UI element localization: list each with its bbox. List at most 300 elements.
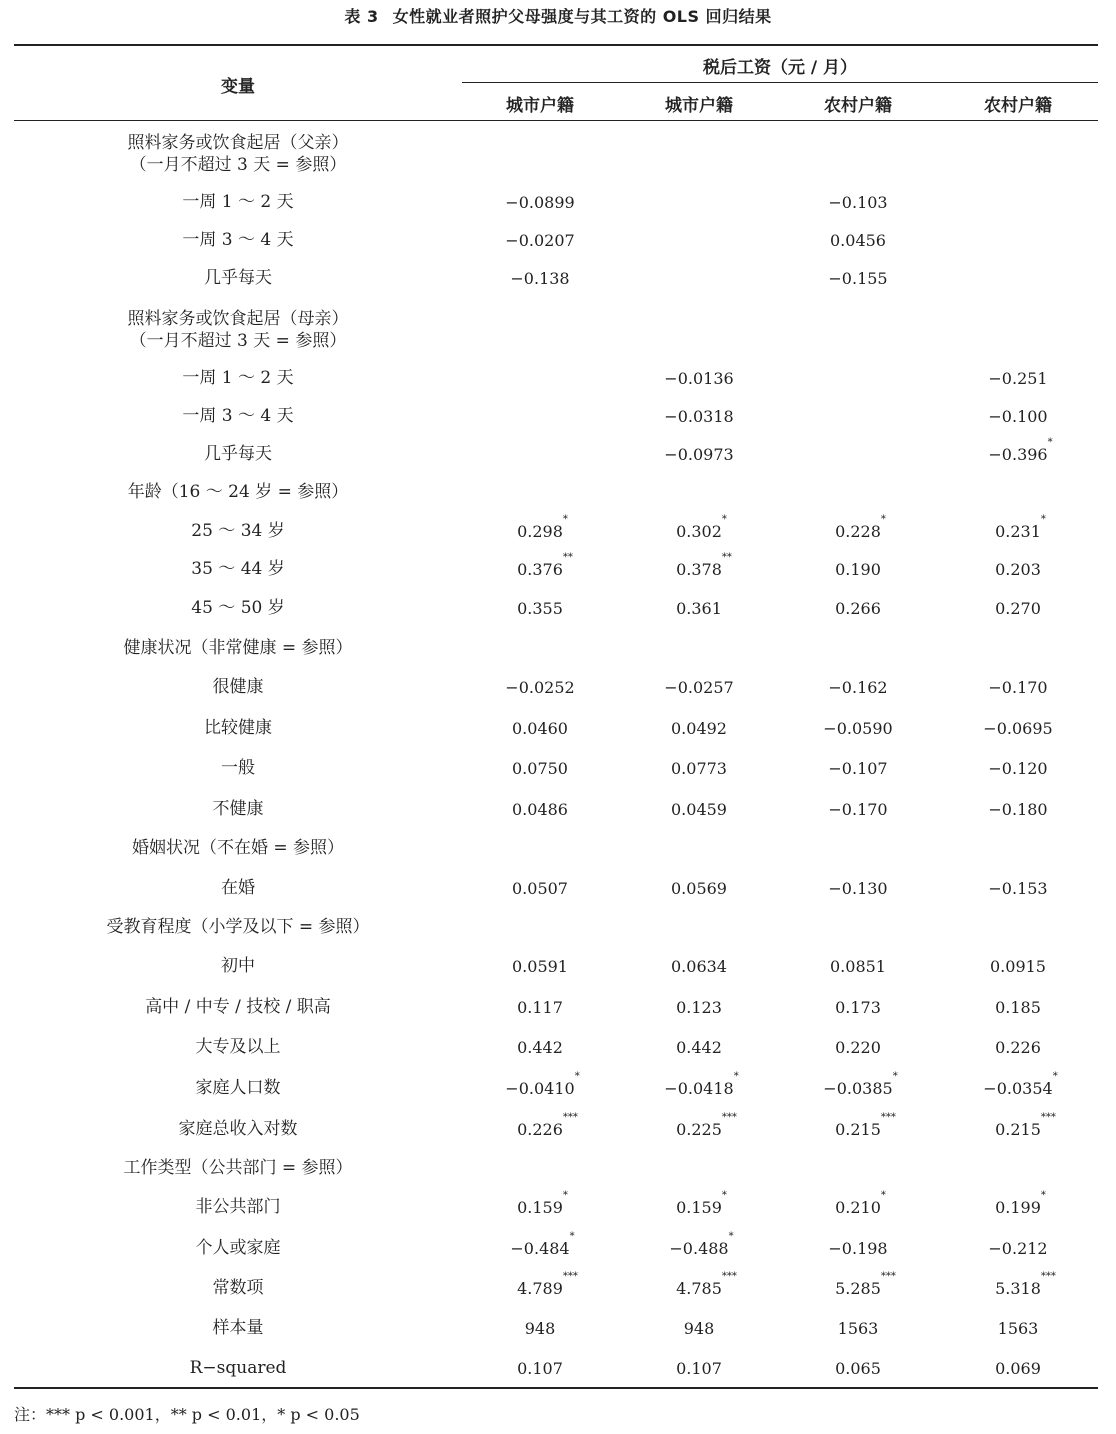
coefficient-cell xyxy=(619,667,779,707)
coefficient-value xyxy=(671,879,727,898)
coefficient-cell xyxy=(460,358,620,398)
coefficient-value xyxy=(664,407,733,426)
coefficient-cell xyxy=(460,987,620,1027)
coefficient-value xyxy=(676,1111,737,1139)
significance-stars: * xyxy=(1052,1070,1058,1082)
coefficient-cell xyxy=(460,708,620,748)
table-row xyxy=(0,511,1116,551)
coefficient-value xyxy=(823,719,892,738)
coefficient-cell xyxy=(938,549,1098,589)
coefficient-cell xyxy=(619,434,779,474)
coefficient-number: 0.220 xyxy=(835,1037,881,1057)
coefficient-cell xyxy=(460,868,620,908)
coefficient-value xyxy=(828,800,887,819)
coefficient-value xyxy=(676,599,722,618)
coefficient-value xyxy=(998,1319,1039,1338)
variable-label-cell xyxy=(140,1268,336,1308)
coefficient-value xyxy=(823,1070,898,1098)
table-row xyxy=(0,789,1116,829)
table-row xyxy=(0,628,1116,668)
coefficient-cell xyxy=(619,1109,779,1149)
significance-stars: * xyxy=(721,513,727,525)
variable-label-cell xyxy=(140,868,336,908)
coefficient-value xyxy=(512,957,568,976)
coefficient-number: −0.0318 xyxy=(664,406,734,426)
variable-label-cell xyxy=(140,667,336,707)
variable-label: 一周 1 ～ 2 天 xyxy=(182,368,294,388)
variable-label: 不健康 xyxy=(212,799,264,819)
table-row xyxy=(0,708,1116,748)
coefficient-cell xyxy=(778,1268,938,1308)
variable-label: 家庭人口数 xyxy=(195,1078,281,1098)
coefficient-value xyxy=(671,800,727,819)
coefficient-number: −0.155 xyxy=(828,268,888,288)
coefficient-number: 5.318 xyxy=(995,1278,1041,1298)
coefficient-number: −0.180 xyxy=(988,799,1048,819)
coefficient-value xyxy=(505,193,574,212)
coefficient-value xyxy=(995,1189,1046,1217)
coefficient-cell xyxy=(619,1228,779,1268)
coefficient-cell xyxy=(938,748,1098,788)
table-row xyxy=(0,306,1116,354)
coefficient-value xyxy=(988,678,1047,697)
coefficient-cell xyxy=(778,396,938,436)
coefficient-value xyxy=(671,719,727,738)
coefficient-number: 0.0456 xyxy=(830,230,886,250)
variable-label: 比较健康 xyxy=(204,718,272,738)
coefficient-value xyxy=(828,193,887,212)
coefficient-cell xyxy=(778,220,938,260)
coefficient-value xyxy=(517,1270,578,1298)
significance-stars: * xyxy=(733,1070,739,1082)
coefficient-cell xyxy=(460,549,620,589)
coefficient-cell xyxy=(460,1348,620,1388)
coefficient-value xyxy=(517,1359,563,1378)
table-row xyxy=(0,1068,1116,1108)
coefficient-cell xyxy=(619,396,779,436)
coefficient-value xyxy=(988,879,1047,898)
coefficient-value xyxy=(512,800,568,819)
coefficient-number: 0.203 xyxy=(995,559,1041,579)
table-row xyxy=(0,549,1116,589)
variable-label: 初中 xyxy=(221,956,255,976)
coefficient-value xyxy=(505,231,574,250)
coefficient-value xyxy=(512,759,568,778)
coefficient-number: 0.173 xyxy=(835,997,881,1017)
coefficient-value xyxy=(995,1111,1056,1139)
coefficient-value xyxy=(664,678,733,697)
coefficient-cell xyxy=(938,946,1098,986)
coefficient-cell xyxy=(778,588,938,628)
coefficient-cell xyxy=(619,588,779,628)
coefficient-cell xyxy=(938,220,1098,260)
coefficient-cell xyxy=(460,182,620,222)
significance-stars: ** xyxy=(721,551,732,563)
coefficient-value xyxy=(835,599,881,618)
coefficient-value xyxy=(988,759,1047,778)
table-row xyxy=(0,987,1116,1027)
variable-label-cell xyxy=(140,1308,336,1348)
coefficient-value xyxy=(676,513,727,541)
coefficient-value xyxy=(676,998,722,1017)
variable-label: 25 ～ 34 岁 xyxy=(191,521,285,541)
coefficient-value xyxy=(676,551,732,579)
coefficient-value xyxy=(684,1319,715,1338)
coefficient-value xyxy=(517,551,573,579)
table-row xyxy=(0,396,1116,436)
table-row xyxy=(0,358,1116,398)
coefficient-number: 0.0750 xyxy=(512,758,568,778)
coefficient-cell xyxy=(778,868,938,908)
significance-stars: * xyxy=(1040,1189,1046,1201)
coefficient-number: −0.0590 xyxy=(823,718,893,738)
coefficient-cell xyxy=(778,434,938,474)
variable-label-cell xyxy=(140,434,336,474)
coefficient-value xyxy=(988,436,1053,464)
coefficient-value xyxy=(664,369,733,388)
variable-label-cell xyxy=(140,549,336,589)
variable-label: 几乎每天 xyxy=(204,268,272,288)
section-label-line: 照料家务或饮食起居（父亲） xyxy=(127,133,349,153)
coefficient-cell xyxy=(938,358,1098,398)
coefficient-cell xyxy=(460,258,620,298)
coefficient-value xyxy=(828,879,887,898)
coefficient-value xyxy=(995,560,1041,579)
coefficient-number: −0.170 xyxy=(988,677,1048,697)
table-row xyxy=(0,828,1116,868)
coefficient-number: 948 xyxy=(683,1318,715,1338)
significance-stars: * xyxy=(880,513,886,525)
column-header-2: 城市户籍 xyxy=(665,96,733,116)
coefficient-cell xyxy=(619,1068,779,1108)
coefficient-cell xyxy=(460,789,620,829)
coefficient-cell xyxy=(938,667,1098,707)
coefficient-value xyxy=(517,1038,563,1057)
coefficient-cell xyxy=(619,987,779,1027)
coefficient-number: −0.0207 xyxy=(505,230,575,250)
variable-label-cell xyxy=(140,1027,336,1067)
significance-stars: * xyxy=(721,1189,727,1201)
coefficient-value xyxy=(995,1270,1056,1298)
coefficient-value xyxy=(505,678,574,697)
coefficient-cell xyxy=(619,748,779,788)
coefficient-number: −0.162 xyxy=(828,677,888,697)
coefficient-cell xyxy=(938,868,1098,908)
coefficient-value xyxy=(988,407,1047,426)
table-row xyxy=(0,748,1116,788)
table-row xyxy=(0,588,1116,628)
section-label xyxy=(14,472,462,512)
significance-stars: *** xyxy=(1040,1270,1056,1282)
coefficient-value xyxy=(517,1189,568,1217)
coefficient-value xyxy=(664,1070,739,1098)
coefficient-number: 0.215 xyxy=(995,1119,1041,1139)
coefficient-cell xyxy=(619,946,779,986)
coefficient-value xyxy=(835,1111,896,1139)
variable-label: 个人或家庭 xyxy=(195,1238,281,1258)
variable-label: 一般 xyxy=(221,758,255,778)
coefficient-cell xyxy=(460,220,620,260)
coefficient-number: 0.215 xyxy=(835,1119,881,1139)
variable-column-header: 变量 xyxy=(221,77,255,97)
coefficient-number: 0.442 xyxy=(517,1037,563,1057)
coefficient-number: 0.190 xyxy=(835,559,881,579)
table-row xyxy=(0,472,1116,512)
coefficient-value xyxy=(835,1359,881,1378)
coefficient-cell xyxy=(778,1068,938,1108)
coefficient-cell xyxy=(460,1308,620,1348)
coefficient-number: 0.069 xyxy=(995,1358,1041,1378)
coefficient-value xyxy=(676,1270,737,1298)
significance-stars: ** xyxy=(562,551,573,563)
table-row xyxy=(0,220,1116,260)
section-label-line: 健康状况（非常健康 = 参照） xyxy=(123,638,353,658)
coefficient-value xyxy=(517,1111,578,1139)
variable-label: 一周 3 ～ 4 天 xyxy=(182,230,294,250)
coefficient-value xyxy=(995,513,1046,541)
variable-label: 在婚 xyxy=(221,878,255,898)
variable-label: 非公共部门 xyxy=(195,1197,281,1217)
coefficient-value xyxy=(517,998,563,1017)
variable-label-cell xyxy=(140,708,336,748)
variable-label: 35 ～ 44 岁 xyxy=(191,559,285,579)
coefficient-cell xyxy=(619,220,779,260)
column-header-4: 农村户籍 xyxy=(984,96,1052,116)
coefficient-number: 5.285 xyxy=(835,1278,881,1298)
variable-label: 常数项 xyxy=(212,1278,264,1298)
coefficient-cell xyxy=(619,789,779,829)
section-label xyxy=(14,306,462,354)
coefficient-number: 0.226 xyxy=(517,1119,563,1139)
variable-label: 家庭总收入对数 xyxy=(178,1119,298,1139)
variable-label-cell xyxy=(140,258,336,298)
coefficient-value xyxy=(671,957,727,976)
variable-label: 一周 1 ～ 2 天 xyxy=(182,192,294,212)
significance-stars: * xyxy=(1047,436,1053,448)
coefficient-cell xyxy=(778,1348,938,1388)
coefficient-cell xyxy=(460,1228,620,1268)
coefficient-cell xyxy=(778,708,938,748)
coefficient-number: 0.159 xyxy=(517,1197,563,1217)
coefficient-cell xyxy=(778,1187,938,1227)
coefficient-number: 948 xyxy=(524,1318,556,1338)
variable-label-cell xyxy=(140,1109,336,1149)
coefficient-number: −0.0354 xyxy=(983,1078,1053,1098)
table-row xyxy=(0,1308,1116,1348)
coefficient-number: 0.0460 xyxy=(512,718,568,738)
coefficient-number: 0.361 xyxy=(676,598,722,618)
coefficient-value xyxy=(676,1189,727,1217)
coefficient-cell xyxy=(938,182,1098,222)
coefficient-number: −0.0418 xyxy=(664,1078,734,1098)
table-row xyxy=(0,907,1116,947)
coefficient-cell xyxy=(778,987,938,1027)
coefficient-cell xyxy=(460,946,620,986)
section-label-line: 年龄（16 ～ 24 岁 = 参照） xyxy=(127,482,349,502)
coefficient-value xyxy=(835,1189,886,1217)
table-row xyxy=(0,868,1116,908)
significance-stars: *** xyxy=(562,1111,578,1123)
coefficient-cell xyxy=(460,511,620,551)
coefficient-number: 0.0634 xyxy=(671,956,727,976)
coefficient-value xyxy=(517,599,563,618)
coefficient-cell xyxy=(778,182,938,222)
coefficient-cell xyxy=(938,1027,1098,1067)
coefficient-cell xyxy=(619,358,779,398)
significance-stars: *** xyxy=(562,1270,578,1282)
variable-label-cell xyxy=(140,182,336,222)
coefficient-number: 0.199 xyxy=(995,1197,1041,1217)
coefficient-value xyxy=(838,1319,879,1338)
table-row xyxy=(0,434,1116,474)
coefficient-number: 0.266 xyxy=(835,598,881,618)
coefficient-cell xyxy=(938,588,1098,628)
coefficient-value xyxy=(995,599,1041,618)
variable-label: 大专及以上 xyxy=(195,1037,281,1057)
coefficient-value xyxy=(835,1038,881,1057)
significance-stars: *** xyxy=(880,1111,896,1123)
significance-stars: * xyxy=(562,513,568,525)
variable-label: 样本量 xyxy=(212,1318,264,1338)
table-row xyxy=(0,946,1116,986)
coefficient-number: 0.0773 xyxy=(671,758,727,778)
significance-stars: * xyxy=(728,1230,734,1242)
variable-label: 45 ～ 50 岁 xyxy=(191,598,285,618)
coefficient-number: −0.0410 xyxy=(505,1078,575,1098)
coefficient-cell xyxy=(619,708,779,748)
variable-label: 一周 3 ～ 4 天 xyxy=(182,406,294,426)
table-title: 女性就业者照护父母强度与其工资的 OLS 回归结果 xyxy=(392,7,772,26)
table-row xyxy=(0,258,1116,298)
coefficient-value xyxy=(983,719,1052,738)
coefficient-number: 4.785 xyxy=(676,1278,722,1298)
coefficient-number: −0.120 xyxy=(988,758,1048,778)
coefficient-number: 0.228 xyxy=(835,521,881,541)
coefficient-number: 0.0486 xyxy=(512,799,568,819)
section-label xyxy=(14,828,462,868)
coefficient-cell xyxy=(619,182,779,222)
coefficient-cell xyxy=(460,434,620,474)
significance-stars: *** xyxy=(721,1270,737,1282)
coefficient-cell xyxy=(619,868,779,908)
variable-label-cell xyxy=(140,748,336,788)
coefficient-value xyxy=(517,513,568,541)
coefficient-number: −0.0973 xyxy=(664,444,734,464)
coefficient-cell xyxy=(460,1109,620,1149)
coefficient-value xyxy=(988,1239,1047,1258)
coefficient-number: 0.185 xyxy=(995,997,1041,1017)
coefficient-number: 1563 xyxy=(997,1318,1039,1338)
coefficient-number: −0.153 xyxy=(988,878,1048,898)
coefficient-number: 0.0569 xyxy=(671,878,727,898)
coefficient-number: 0.442 xyxy=(676,1037,722,1057)
column-header-1: 城市户籍 xyxy=(506,96,574,116)
significance-stars: * xyxy=(569,1230,575,1242)
significance-stars: *** xyxy=(1040,1111,1056,1123)
coefficient-cell xyxy=(938,1268,1098,1308)
coefficient-value xyxy=(835,1270,896,1298)
coefficient-number: 0.0915 xyxy=(990,956,1046,976)
coefficient-cell xyxy=(938,1109,1098,1149)
coefficient-number: −0.0257 xyxy=(664,677,734,697)
section-label-line: （一月不超过 3 天 = 参照） xyxy=(129,331,347,351)
section-label-line: 照料家务或饮食起居（母亲） xyxy=(127,309,349,329)
coefficient-number: −0.212 xyxy=(988,1238,1048,1258)
significance-stars: * xyxy=(562,1189,568,1201)
coefficient-value xyxy=(995,1038,1041,1057)
coefficient-value xyxy=(510,269,569,288)
coefficient-cell xyxy=(938,258,1098,298)
coefficient-number: 0.210 xyxy=(835,1197,881,1217)
variable-label-cell xyxy=(140,1068,336,1108)
coefficient-cell xyxy=(938,1228,1098,1268)
coefficient-cell xyxy=(938,789,1098,829)
coefficient-number: −0.100 xyxy=(988,406,1048,426)
variable-label: 高中 / 中专 / 技校 / 职高 xyxy=(145,997,331,1017)
coefficient-number: −0.484 xyxy=(510,1238,570,1258)
coefficient-cell xyxy=(938,1308,1098,1348)
coefficient-value xyxy=(828,678,887,697)
coefficient-value xyxy=(835,513,886,541)
coefficient-cell xyxy=(778,946,938,986)
coefficient-number: 0.226 xyxy=(995,1037,1041,1057)
table-row xyxy=(0,130,1116,178)
coefficient-cell xyxy=(778,789,938,829)
coefficient-value xyxy=(828,759,887,778)
coefficient-cell xyxy=(460,1027,620,1067)
coefficient-cell xyxy=(938,708,1098,748)
significance-footnote: 注：*** p < 0.001，** p < 0.01，* p < 0.05 xyxy=(14,1405,360,1424)
coefficient-cell xyxy=(619,549,779,589)
table-row xyxy=(0,1148,1116,1188)
coefficient-number: 0.0851 xyxy=(830,956,886,976)
table-row xyxy=(0,1109,1116,1149)
table-row xyxy=(0,1027,1116,1067)
coefficient-cell xyxy=(938,987,1098,1027)
coefficient-number: −0.0252 xyxy=(505,677,575,697)
coefficient-cell xyxy=(460,396,620,436)
coefficient-number: 0.302 xyxy=(676,521,722,541)
variable-label-cell xyxy=(140,588,336,628)
coefficient-value xyxy=(676,1038,722,1057)
coefficient-cell xyxy=(778,1308,938,1348)
table-row xyxy=(0,1187,1116,1227)
coefficient-cell xyxy=(460,1187,620,1227)
coefficient-number: 0.107 xyxy=(517,1358,563,1378)
coefficient-value xyxy=(835,998,881,1017)
variable-label-cell xyxy=(140,1228,336,1268)
coefficient-cell xyxy=(778,358,938,398)
variable-label-cell xyxy=(140,987,336,1027)
coefficient-cell xyxy=(938,1187,1098,1227)
coefficient-cell xyxy=(460,588,620,628)
coefficient-cell xyxy=(460,1068,620,1108)
coefficient-cell xyxy=(619,1027,779,1067)
coefficient-value xyxy=(505,1070,580,1098)
coefficient-value xyxy=(671,759,727,778)
variable-label-cell xyxy=(140,1348,336,1388)
coefficient-number: −0.488 xyxy=(669,1238,729,1258)
table-row xyxy=(0,1228,1116,1268)
significance-stars: * xyxy=(892,1070,898,1082)
coefficient-value xyxy=(676,1359,722,1378)
coefficient-number: 0.0591 xyxy=(512,956,568,976)
coefficient-number: 0.0459 xyxy=(671,799,727,819)
coefficient-number: 4.789 xyxy=(517,1278,563,1298)
significance-stars: * xyxy=(1040,513,1046,525)
section-label xyxy=(14,130,462,178)
section-label-line: 婚姻状况（不在婚 = 参照） xyxy=(131,838,345,858)
